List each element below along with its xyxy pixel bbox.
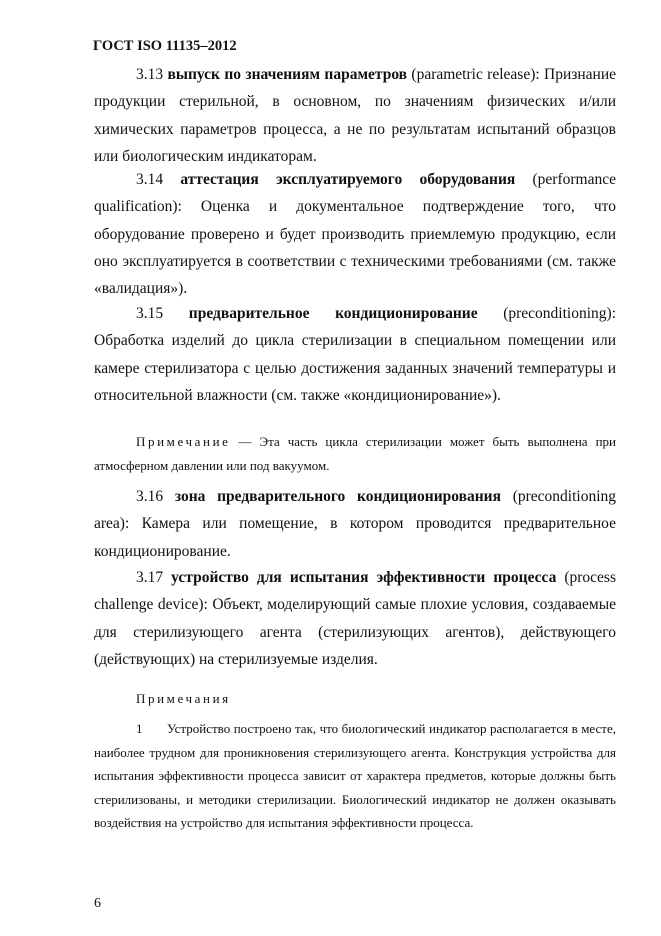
term-3-15 bbox=[94, 300, 616, 409]
term-3-17 bbox=[94, 564, 616, 673]
note-item-number: 1 bbox=[136, 721, 143, 736]
page-number: 6 bbox=[94, 896, 101, 911]
term-number: 3.15 bbox=[136, 305, 164, 322]
term-definition: (process challenge device): Объект, моделирующий самые плохие условия, создаваемые для стерилизующего агента (стерилизующих агентов), действующего (действующих) на стерилизуемые изделия. bbox=[94, 569, 616, 668]
term-number: 3.17 bbox=[136, 569, 164, 586]
term-number: 3.14 bbox=[136, 171, 164, 188]
note-label: Примечание bbox=[136, 434, 231, 449]
term-number: 3.13 bbox=[136, 66, 164, 83]
document-header: ГОСТ ISO 11135–2012 bbox=[93, 38, 237, 54]
term-name: зона предварительного кондиционирования bbox=[174, 488, 501, 505]
term-3-13 bbox=[94, 61, 616, 170]
term-name: предварительное кондиционирование bbox=[188, 305, 478, 322]
term-definition: (preconditioning area): Камера или помещение, в котором проводится предварительное кондиционирование. bbox=[94, 488, 617, 560]
term-3-16 bbox=[94, 483, 616, 565]
note-item-1 bbox=[94, 717, 616, 835]
term-definition: (preconditioning): Обработка изделий до цикла стерилизации в специальном помещении или камере стерилизатора с целью достижения заданных значений температуры и относительной влажности (см. также «кондиционирование»). bbox=[94, 305, 617, 404]
term-name: выпуск по значениям параметров bbox=[167, 66, 408, 83]
note-item-text: Устройство построено так, что биологический индикатор располагается в месте, наиболее трудном для проникновения стерилизующего агента. Конструкция устройства для испытания эффективности процесса зависит от характера предметов, которые должны быть стерилизованы, и методики стерилизации. Биологический индикатор не должен оказывать воздействия на устройство для испытания эффективности процесса. bbox=[94, 721, 616, 830]
note-text: — Эта часть цикла стерилизации может быть выполнена при атмосферном давлении или под вакуумом. bbox=[94, 434, 616, 473]
term-3-14 bbox=[94, 166, 616, 302]
term-name: устройство для испытания эффективности процесса bbox=[171, 569, 557, 586]
term-definition: (performance qualification): Оценка и документальное подтверждение того, что оборудование проверено и будет производить приемлемую продукцию, если оно эксплуатируется в соответствии с техническими требованиями (см. также «валидация»). bbox=[94, 171, 616, 298]
term-number: 3.16 bbox=[136, 488, 164, 505]
note-1 bbox=[94, 430, 616, 477]
term-name: аттестация эксплуатируемого оборудования bbox=[180, 171, 516, 188]
notes-title: Примечания bbox=[136, 691, 231, 706]
term-definition: (parametric release): Признание продукции стерильной, в основном, по значениям физических и/или химических параметров процесса, а не по результатам испытаний образцов или биологическим индикаторам. bbox=[94, 66, 617, 165]
